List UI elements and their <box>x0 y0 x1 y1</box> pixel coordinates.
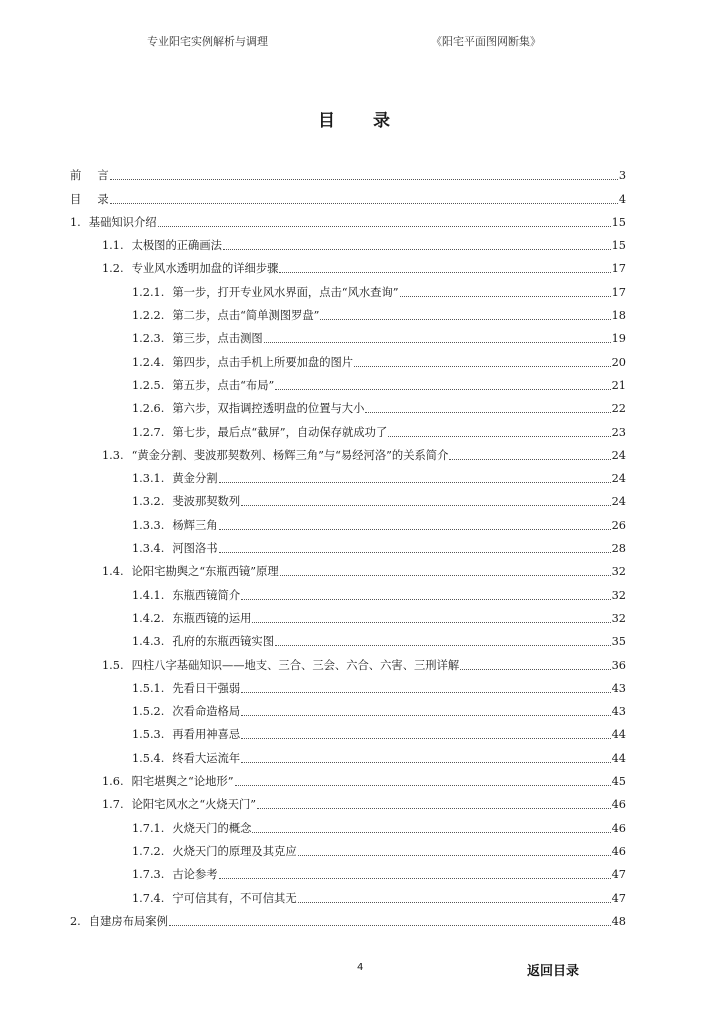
toc-entry[interactable] <box>70 789 626 812</box>
toc-entry-page: 45 <box>611 775 626 789</box>
toc-dot-leader <box>219 528 611 530</box>
toc-entry[interactable] <box>70 766 626 789</box>
toc-entry[interactable] <box>70 346 626 369</box>
toc-entry-page: 46 <box>611 798 626 812</box>
toc-entry[interactable] <box>70 673 626 696</box>
toc-entry[interactable] <box>70 579 626 602</box>
toc-entry-number: 1.7. <box>102 798 124 812</box>
toc-entry-page: 35 <box>611 635 626 649</box>
toc-dot-leader <box>460 668 610 670</box>
toc-entry[interactable] <box>70 486 626 509</box>
toc-entry-page: 19 <box>611 332 626 346</box>
toc-entry-title: 黄金分割 <box>172 472 218 486</box>
toc-entry-number: 1.2.3. <box>132 332 165 346</box>
toc-dot-leader <box>158 225 611 227</box>
toc-entry-page: 28 <box>611 542 626 556</box>
toc-entry-page: 24 <box>611 472 626 486</box>
toc-entry-page: 24 <box>611 495 626 509</box>
toc-entry-number: 1.5.2. <box>132 705 165 719</box>
toc-entry-page: 32 <box>611 588 626 602</box>
toc-entry[interactable] <box>70 207 626 230</box>
toc-entry-title: 第四步，点击手机上所要加盘的图片 <box>172 355 354 369</box>
toc-entry-number: 1.7.1. <box>132 821 165 835</box>
toc-entry-title: 河图洛书 <box>172 542 218 556</box>
toc-entry-title: 基础知识介绍 <box>88 215 157 229</box>
toc-entry-number: 1.3.3. <box>132 518 165 532</box>
toc-entry-number: 1.7.2. <box>132 844 165 858</box>
toc-entry[interactable] <box>70 509 626 532</box>
toc-dot-leader <box>219 481 611 483</box>
toc-entry-page: 46 <box>611 844 626 858</box>
toc-entry-number: 1.3.2. <box>132 495 165 509</box>
toc-dot-leader <box>252 621 610 623</box>
toc-dot-leader <box>235 784 611 786</box>
toc-entry-page: 18 <box>611 309 626 323</box>
toc-dot-leader <box>241 714 610 716</box>
toc-entry[interactable] <box>70 649 626 672</box>
toc-entry-number: 1.1. <box>102 239 124 253</box>
toc-entry[interactable] <box>70 230 626 253</box>
toc-dot-leader <box>354 365 611 367</box>
toc-entry-title: 第六步，双指调控透明盘的位置与大小 <box>172 402 365 416</box>
toc-entry[interactable] <box>70 836 626 859</box>
toc-dot-leader <box>275 388 610 390</box>
toc-entry-title: 四柱八字基础知识——地支、三合、三会、六合、六害、三刑详解 <box>131 658 460 672</box>
toc-entry-page: 32 <box>611 565 626 579</box>
toc-entry-number: 1.2.4. <box>132 355 165 369</box>
toc-entry-title: 第三步，点击测图 <box>172 332 263 346</box>
toc-entry[interactable] <box>70 160 626 183</box>
toc-entry-page: 20 <box>611 355 626 369</box>
toc-entry-number: 1.4.3. <box>132 635 165 649</box>
toc-entry[interactable] <box>70 556 626 579</box>
toc-entry-number: 1.3.1. <box>132 472 165 486</box>
page-number: 4 <box>357 962 364 973</box>
toc-dot-leader <box>110 178 618 180</box>
toc-entry-page: 46 <box>611 821 626 835</box>
toc-entry-title: 录 <box>97 192 109 206</box>
toc-dot-leader <box>241 504 610 506</box>
toc-entry-title: 第一步，打开专业风水界面，点击“风水查询” <box>172 285 399 299</box>
toc-entry-number: 1.2. <box>102 262 124 276</box>
toc-entry-title: 太极图的正确画法 <box>131 239 222 253</box>
toc-entry-page: 17 <box>611 262 626 276</box>
toc-entry-number: 1.2.7. <box>132 425 165 439</box>
toc-dot-leader <box>241 761 610 763</box>
toc-dot-leader <box>280 574 611 576</box>
toc-entry-page: 24 <box>611 448 626 462</box>
toc-dot-leader <box>241 737 610 739</box>
toc-entry-page: 43 <box>611 681 626 695</box>
toc-entry-title: 第二步，点击“简单测图罗盘” <box>172 309 320 323</box>
toc-dot-leader <box>219 877 611 879</box>
toc-entry-title: 论阳宅勘舆之“东瓶西镜”原理 <box>131 565 279 579</box>
toc-entry-title: 孔府的东瓶西镜实图 <box>172 635 275 649</box>
toc-entry-number: 目 <box>70 192 82 206</box>
toc-entry[interactable] <box>70 719 626 742</box>
toc-entry[interactable] <box>70 626 626 649</box>
toc-entry[interactable] <box>70 533 626 556</box>
toc-entry[interactable] <box>70 882 626 905</box>
toc-entry[interactable] <box>70 370 626 393</box>
toc-entry-title: 宁可信其有，不可信其无 <box>172 891 297 905</box>
toc-dot-leader <box>388 435 610 437</box>
toc-entry-title: “黄金分割、斐波那契数列、杨辉三角”与“易经河洛”的关系简介 <box>131 448 449 462</box>
toc-entry-title: 东瓶西镜的运用 <box>172 611 252 625</box>
toc-entry-number: 1.2.2. <box>132 309 165 323</box>
toc-entry-page: 44 <box>611 728 626 742</box>
toc-entry-page: 21 <box>611 378 626 392</box>
toc-entry-title: 第五步，点击“布局” <box>172 378 275 392</box>
toc-dot-leader <box>449 458 610 460</box>
toc-entry-number: 1.7.4. <box>132 891 165 905</box>
toc-entry-number: 1.3. <box>102 448 124 462</box>
toc-entry-number: 1.5.4. <box>132 751 165 765</box>
toc-entry-title: 次看命造格局 <box>172 705 241 719</box>
toc-entry-number: 前 <box>70 169 82 183</box>
toc-dot-leader <box>223 248 611 250</box>
toc-entry-page: 36 <box>611 658 626 672</box>
toc-entry[interactable] <box>70 859 626 882</box>
toc-entry-number: 1.5. <box>102 658 124 672</box>
toc-entry[interactable] <box>70 696 626 719</box>
toc-entry[interactable] <box>70 440 626 463</box>
toc-entry-title: 第七步，最后点“截屏”，自动保存就成功了 <box>172 425 388 439</box>
toc-entry-number: 1. <box>70 215 81 229</box>
toc-dot-leader <box>264 341 611 343</box>
toc-entry-page: 48 <box>611 914 626 928</box>
toc-entry-number: 1.4.1. <box>132 588 165 602</box>
toc-entry[interactable] <box>70 393 626 416</box>
toc-dot-leader <box>320 318 610 320</box>
toc-entry-page: 3 <box>618 169 626 183</box>
toc-dot-leader <box>241 691 610 693</box>
toc-dot-leader <box>219 551 611 553</box>
toc-entry-title: 自建房布局案例 <box>88 914 168 928</box>
toc-entry[interactable] <box>70 276 626 299</box>
toc-dot-leader <box>110 202 618 204</box>
toc-entry-title: 先看日干强弱 <box>172 681 241 695</box>
toc-entry-page: 44 <box>611 751 626 765</box>
toc-entry-number: 1.2.6. <box>132 402 165 416</box>
toc-entry-number: 1.5.1. <box>132 681 165 695</box>
toc-entry[interactable] <box>70 812 626 835</box>
toc-entry-title: 杨辉三角 <box>172 518 218 532</box>
toc-entry-page: 17 <box>611 285 626 299</box>
toc-dot-leader <box>257 807 611 809</box>
toc-entry-title: 再看用神喜忌 <box>172 728 241 742</box>
toc-entry-number: 1.2.1. <box>132 285 165 299</box>
toc-entry-page: 4 <box>618 192 626 206</box>
toc-entry-number: 1.4.2. <box>132 611 165 625</box>
toc-entry-page: 15 <box>611 239 626 253</box>
toc-entry-page: 22 <box>611 402 626 416</box>
toc-entry-title: 终看大运流年 <box>172 751 241 765</box>
toc-entry[interactable] <box>70 323 626 346</box>
toc-entry-number: 1.4. <box>102 565 124 579</box>
toc-entry-number: 1.7.3. <box>132 868 165 882</box>
toc-dot-leader <box>298 901 611 903</box>
toc-entry[interactable] <box>70 253 626 276</box>
toc-dot-leader <box>400 295 611 297</box>
toc-entry-number: 1.3.4. <box>132 542 165 556</box>
header-right-title: 《阳宅平面图网断集》 <box>431 35 541 48</box>
toc-entry-page: 15 <box>611 215 626 229</box>
toc-entry-title: 古论参考 <box>172 868 218 882</box>
toc-entry-title: 东瓶西镜简介 <box>172 588 241 602</box>
toc-entry-title: 专业风水透明加盘的详细步骤 <box>131 262 279 276</box>
toc-dot-leader <box>252 831 610 833</box>
toc-entry-page: 23 <box>611 425 626 439</box>
toc-entry[interactable] <box>70 463 626 486</box>
toc-entry[interactable] <box>70 300 626 323</box>
toc-entry[interactable] <box>70 416 626 439</box>
toc-entry-title: 言 <box>97 169 109 183</box>
toc-entry[interactable] <box>70 742 626 765</box>
toc-entry-title: 火烧天门的概念 <box>172 821 252 835</box>
toc-entry[interactable] <box>70 603 626 626</box>
toc-dot-leader <box>241 598 610 600</box>
toc-entry-title: 斐波那契数列 <box>172 495 241 509</box>
toc-entry[interactable] <box>70 906 626 929</box>
toc-entry-page: 47 <box>611 891 626 905</box>
toc-dot-leader <box>275 644 611 646</box>
toc-dot-leader <box>298 854 611 856</box>
header-left-title: 专业阳宅实例解析与调理 <box>147 35 268 48</box>
toc-entry-title: 论阳宅风水之“火烧天门” <box>131 798 257 812</box>
page-title: 目 录 <box>318 111 406 131</box>
toc-entry-number: 1.5.3. <box>132 728 165 742</box>
toc-entry-number: 2. <box>70 914 81 928</box>
table-of-contents <box>70 160 626 929</box>
toc-entry-number: 1.6. <box>102 775 124 789</box>
toc-dot-leader <box>365 411 610 413</box>
back-to-contents-link[interactable]: 返回目录 <box>527 964 580 979</box>
toc-entry-page: 47 <box>611 868 626 882</box>
toc-dot-leader <box>279 271 610 273</box>
toc-entry-title: 阳宅堪舆之“论地形” <box>131 775 234 789</box>
toc-entry-title: 火烧天门的原理及其克应 <box>172 844 297 858</box>
toc-entry-page: 43 <box>611 705 626 719</box>
toc-entry-number: 1.2.5. <box>132 378 165 392</box>
toc-entry-page: 26 <box>611 518 626 532</box>
toc-entry[interactable] <box>70 183 626 206</box>
toc-dot-leader <box>169 924 611 926</box>
toc-entry-page: 32 <box>611 611 626 625</box>
